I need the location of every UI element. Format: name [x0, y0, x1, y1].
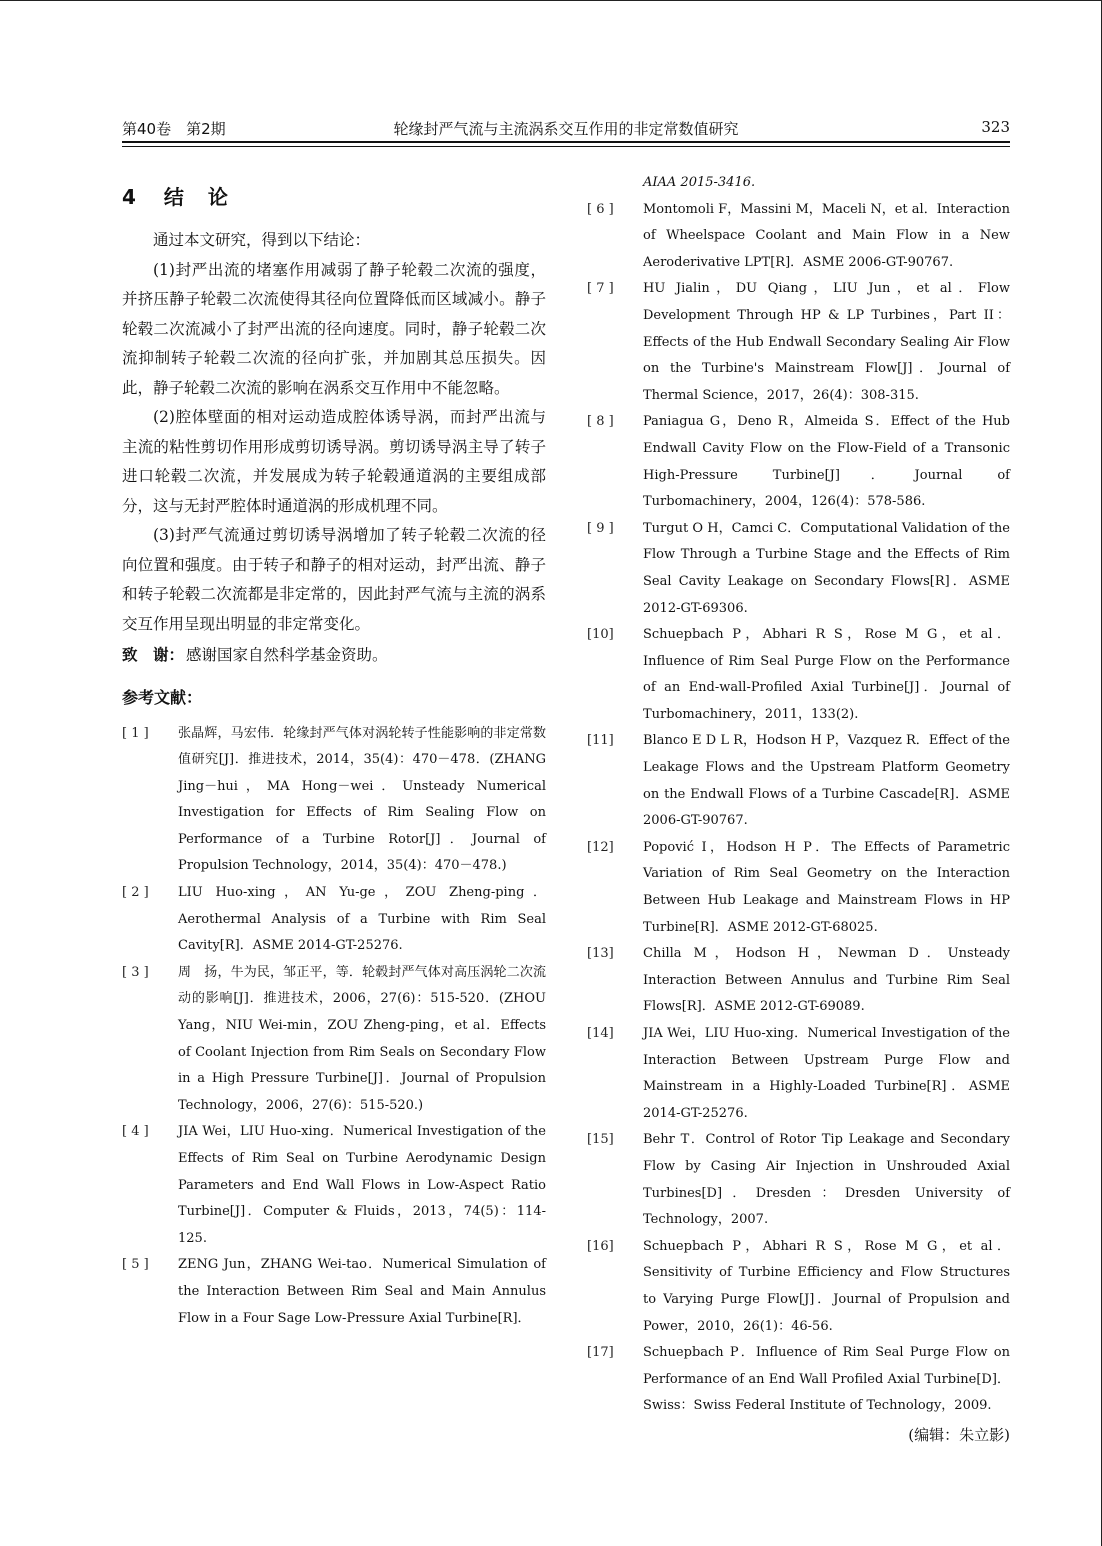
- reference-text: Schuepbach P，Abhari R S，Rose M G，et al．Sensitivity of Turbine Efficiency and Flow Structures to Varying Purge Flow[J]．Journal of Propulsion and Power，2010，26(1)：46-56.: [643, 1238, 1010, 1334]
- reference-item: [587, 728, 1010, 834]
- references-list-left: [122, 721, 546, 1333]
- reference-text: HU Jialin，DU Qiang，LIU Jun，et al．Flow Development Through HP & LP Turbines，Part II：Effects of the Hub Endwall Secondary Sealing Air Flow on the Turbine's Mainstream Flow[J]．Journal of Thermal Science，2017，26(4)：308-315.: [643, 281, 1010, 403]
- reference-number: [11]: [587, 733, 614, 749]
- header-rule-thick: [122, 141, 1010, 143]
- reference-text: Schuepbach P，Abhari R S，Rose M G，et al．Influence of Rim Seal Purge Flow on the Performance of an End-wall-Profiled Axial Turbine[J]．Journal of Turbomachinery，2011，133(2).: [643, 627, 1010, 722]
- reference-number: [16]: [587, 1238, 614, 1254]
- ack-label: 致 谢：: [122, 646, 185, 664]
- page-number: 323: [981, 118, 1010, 136]
- paragraph: (2)腔体壁面的相对运动造成腔体诱导涡，而封严出流与主流的粘性剪切作用形成剪切诱导涡。剪切诱导涡主导了转子进口轮毂二次流，并发展成为转子轮毂通道涡的主要组成部分，这与无封严腔体时通道涡的形成机理不同。: [122, 408, 546, 515]
- reference-number: [ 5 ]: [122, 1257, 149, 1273]
- reference-number: [14]: [587, 1026, 614, 1041]
- reference-item: [122, 1252, 546, 1332]
- reference-number: [12]: [587, 839, 614, 855]
- reference-number: [ 9 ]: [587, 520, 614, 536]
- reference-item: [122, 1119, 546, 1252]
- reference-text: Turgut O H，Camci C．Computational Validation of the Flow Through a Turbine Stage and the Effects of Rim Seal Cavity Leakage on Secondary Flows[R]．ASME 2012-GT-69306.: [643, 520, 1010, 616]
- right-column: [587, 170, 1010, 1445]
- section-heading: [122, 182, 546, 212]
- editor-note: (编辑：朱立影): [908, 1425, 1010, 1444]
- reference-item: [587, 1234, 1010, 1340]
- reference-text: ZENG Jun，ZHANG Wei-tao．Numerical Simulation of the Interaction Between Rim Seal and Main Annulus Flow in a Four Sage Low-Pressure Axial Turbine[R]．: [178, 1257, 546, 1326]
- reference-text: 周 扬，牛为民，邹正平，等．轮毂封严气体对高压涡轮二次流动的影响[J]．推进技术，2006，27(6)：515-520．(ZHOU Yang，NIU Wei-min，ZOU Zheng-ping，et al．Effects of Coolant Injection from Rim Seals on Secondary Flow in a High Pressure Turbine[J]．Journal of Propulsion Technology，2006，27(6)：515-520.): [178, 964, 546, 1113]
- paragraph: 通过本文研究，得到以下结论：: [153, 231, 371, 249]
- acknowledgement: [122, 641, 546, 671]
- reference-item: [587, 276, 1010, 409]
- reference-item: [122, 880, 546, 960]
- reference-number: [ 2 ]: [122, 885, 149, 901]
- reference-item: [587, 622, 1010, 728]
- reference-number: [ 4 ]: [122, 1124, 149, 1140]
- reference-number: [13]: [587, 946, 614, 962]
- reference-text: JIA Wei，LIU Huo-xing．Numerical Investigation of the Interaction Between Upstream Purge Flow and Mainstream in a Highly-Loaded Turbine[R]．ASME 2014-GT-25276.: [643, 1026, 1010, 1121]
- reference-number: [ 8 ]: [587, 414, 614, 430]
- left-column: [122, 182, 546, 1332]
- reference-text: Chilla M，Hodson H，Newman D．Unsteady Interaction Between Annulus and Turbine Rim Seal Flows[R]．ASME 2012-GT-69089.: [643, 946, 1010, 1015]
- reference-text: JIA Wei，LIU Huo-xing．Numerical Investigation of the Effects of Rim Seal on Turbine Aerodynamic Design Parameters and End Wall Flows in Low-Aspect Ratio Turbine[J]．Computer & Fluids，2013，74(5)：114-125.: [178, 1124, 546, 1246]
- reference-text: Blanco E D L R，Hodson H P，Vazquez R．Effect of the Leakage Flows and the Upstream Platform Geometry on the Endwall Flows of a Turbine Cascade[R]．ASME 2006-GT-90767.: [643, 733, 1010, 829]
- reference-item: [587, 1340, 1010, 1420]
- reference-text: LIU Huo-xing，AN Yu-ge，ZOU Zheng-ping．Aerothermal Analysis of a Turbine with Rim Seal Cavity[R]．ASME 2014-GT-25276.: [178, 885, 546, 954]
- paragraph: (1)封严出流的堵塞作用减弱了静子轮毂二次流的强度，并挤压静子轮毂二次流使得其径向位置降低而区域减小。静子轮毂二次流减小了封严出流的径向速度。同时，静子轮毂二次流抑制转子轮毂二次流的径向扩张，并加剧其总压损失。因此，静子轮毂二次流的影响在涡系交互作用中不能忽略。: [122, 260, 546, 397]
- reference-text: Montomoli F，Massini M，Maceli N，et al．Interaction of Wheelspace Coolant and Main Flow in a New Aeroderivative LPT[R]．ASME 2006-GT-90767.: [643, 201, 1010, 270]
- volume-issue: 第40卷 第2期: [122, 120, 226, 138]
- reference-item: [122, 960, 546, 1120]
- reference-continuation: AIAA 2015-3416.: [643, 175, 756, 190]
- reference-text: Behr T．Control of Rotor Tip Leakage and Secondary Flow by Casing Air Injection in Unshrouded Axial Turbines[D]．Dresden：Dresden University of Technology，2007.: [643, 1132, 1010, 1228]
- header-rule-thin: [122, 146, 1010, 147]
- reference-number: [ 1 ]: [122, 725, 149, 741]
- references-list-right: [587, 197, 1010, 1420]
- top-border-line: [0, 0, 1102, 1]
- references-heading: 参考文献：: [122, 687, 203, 707]
- reference-text: Popović I，Hodson H P．The Effects of Parametric Variation of Rim Seal Geometry on the Interaction Between Hub Leakage and Mainstream Flows in HP Turbine[R]．ASME 2012-GT-68025.: [643, 839, 1010, 935]
- running-header: [122, 116, 1010, 138]
- reference-number: [ 7 ]: [587, 281, 614, 297]
- running-title: 轮缘封严气流与主流涡系交互作用的非定常数值研究: [393, 120, 739, 138]
- reference-text: Schuepbach P．Influence of Rim Seal Purge Flow on Performance of an End Wall Profiled Axial Turbine[D]．Swiss：Swiss Federal Institute of Technology，2009.: [643, 1345, 1010, 1414]
- reference-item: [587, 835, 1010, 941]
- reference-item: [587, 1127, 1010, 1233]
- paragraph: (3)封严气流通过剪切诱导涡增加了转子轮毂二次流的径向位置和强度。由于转子和静子的相对运动，封严出流、静子和转子轮毂二次流都是非定常的，因此封严气流与主流的涡系交互作用呈现出明显的非定常变化。: [122, 526, 546, 633]
- reference-number: [10]: [587, 627, 614, 643]
- section-title: 结 论: [163, 185, 230, 209]
- reference-number: [ 3 ]: [122, 964, 149, 980]
- reference-item: [122, 721, 546, 881]
- reference-item: [587, 516, 1010, 622]
- reference-number: [ 6 ]: [587, 201, 614, 217]
- reference-item: [587, 409, 1010, 515]
- reference-number: [17]: [587, 1345, 614, 1361]
- reference-item: [587, 941, 1010, 1021]
- reference-number: [15]: [587, 1132, 614, 1148]
- reference-item: [587, 1021, 1010, 1127]
- section-number: 4: [122, 185, 138, 209]
- ack-text: 感谢国家自然科学基金资助。: [186, 646, 388, 664]
- reference-item: [587, 197, 1010, 277]
- reference-text: 张晶辉，马宏伟．轮缘封严气体对涡轮转子性能影响的非定常数值研究[J]．推进技术，2014，35(4)：470－478．(ZHANG Jing－hui，MA Hong－wei．Unsteady Numerical Investigation for Effects of Rim Sealing Flow on Performance of a Turbine Rotor[J]．Journal of Propulsion Technology，2014，35(4)：470－478.): [178, 725, 546, 874]
- reference-text: Paniagua G，Deno R，Almeida S．Effect of the Hub Endwall Cavity Flow on the Flow-Field of a Transonic High-Pressure Turbine[J]．Journal of Turbomachinery，2004，126(4)：578-586.: [643, 414, 1010, 510]
